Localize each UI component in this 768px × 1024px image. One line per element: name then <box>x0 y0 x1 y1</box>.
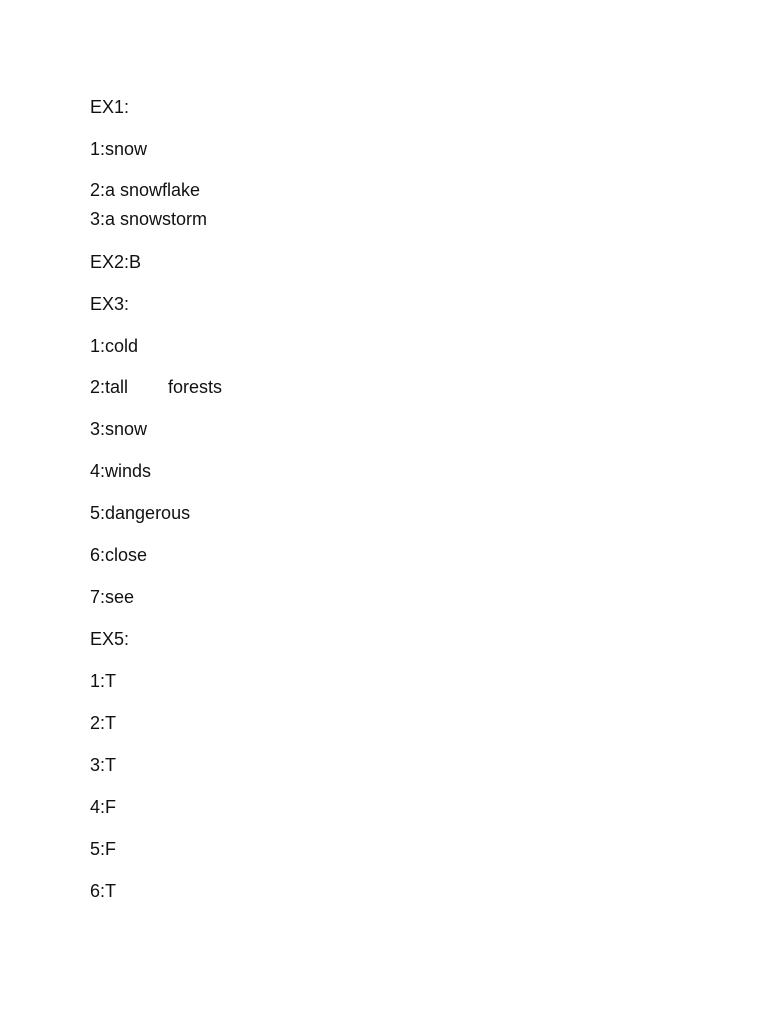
ex3-answer-6: 6:close <box>90 545 148 565</box>
ex3-heading: EX3: <box>90 294 130 314</box>
ex1-answer-2: 2:a snowflake <box>90 180 201 200</box>
ex1-heading: EX1: <box>90 97 130 117</box>
ex3-answer-2-a: 2:tall <box>90 377 129 397</box>
ex5-heading: EX5: <box>90 629 130 649</box>
ex1-answer-1: 1:snow <box>90 139 148 159</box>
ex3-answer-5: 5:dangerous <box>90 503 191 523</box>
ex1-answer-3: 3:a snowstorm <box>90 209 208 229</box>
ex5-answer-2: 2:T <box>90 713 117 733</box>
ex3-answer-2-row <box>90 376 222 398</box>
ex3-answer-4: 4:winds <box>90 461 152 481</box>
ex5-answer-6: 6:T <box>90 881 117 901</box>
ex5-answer-5: 5:F <box>90 839 117 859</box>
ex5-answer-3: 3:T <box>90 755 117 775</box>
ex3-answer-1: 1:cold <box>90 336 139 356</box>
ex2-answer: EX2:B <box>90 252 142 272</box>
ex3-answer-2-b: forests <box>168 377 223 397</box>
ex3-answer-3: 3:snow <box>90 419 148 439</box>
ex5-answer-4: 4:F <box>90 797 117 817</box>
ex5-answer-1: 1:T <box>90 671 117 691</box>
ex3-answer-7: 7:see <box>90 587 135 607</box>
